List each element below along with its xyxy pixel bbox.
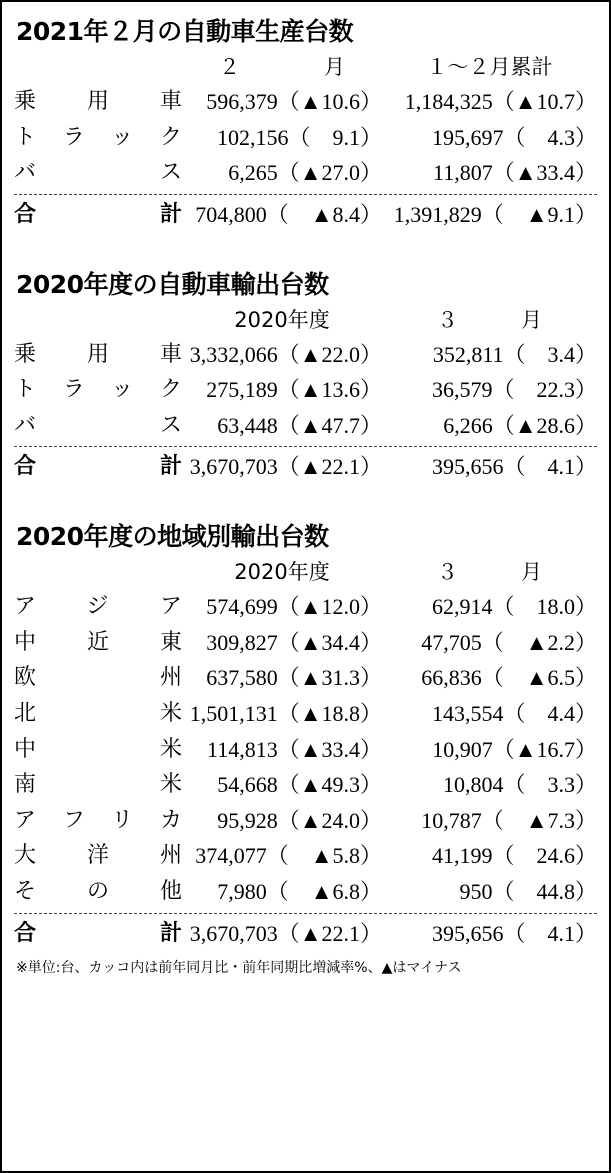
row-value-1: 54,668（▲49.3） (217, 772, 382, 798)
table-row (14, 408, 597, 444)
spacer (14, 239, 597, 265)
production-table (14, 50, 597, 191)
divider (14, 446, 597, 447)
table-row (14, 625, 597, 661)
total-value-1: 3,670,703（▲22.1） (189, 920, 382, 946)
row-value-1: 7,980（ ▲6.8） (217, 879, 382, 905)
row-value-1: 574,699（▲12.0） (206, 594, 382, 620)
row-value-1: 374,077（ ▲5.8） (195, 843, 382, 869)
table-row (14, 155, 597, 191)
row-label: 中近東 (14, 629, 182, 655)
divider (14, 913, 597, 914)
table-row (14, 120, 597, 156)
total-label: 合計 (14, 454, 182, 480)
row-value-1: 102,156（ 9.1） (216, 124, 382, 150)
row-value-1: 309,827（▲34.4） (206, 629, 382, 655)
section-title: 2020年度の地域別輸出台数 (16, 522, 329, 552)
row-value-2: 10,907（▲16.7） (432, 736, 597, 762)
row-value-2: 10,787（ ▲7.3） (421, 807, 597, 833)
table-total-row (14, 916, 597, 952)
production-total-table (14, 197, 597, 233)
row-value-1: 596,379（▲10.6） (206, 89, 382, 115)
section-exports-by-region (14, 517, 597, 951)
section-production (14, 12, 597, 233)
row-label: アジア (14, 594, 182, 620)
row-value-2: 41,199（ 24.6） (431, 843, 597, 869)
row-value-2: 10,804（ 3.3） (442, 772, 597, 798)
row-label: 大洋州 (14, 843, 182, 869)
row-value-1: 63,448（▲47.7） (217, 412, 382, 438)
row-value-2: 11,807（▲33.4） (433, 160, 597, 186)
row-label: 中米 (14, 736, 182, 762)
table-row (14, 803, 597, 839)
exports-total-table (14, 449, 597, 485)
row-value-1: 1,501,131（▲18.8） (189, 700, 382, 726)
header-col1: ２ 月 (219, 55, 345, 79)
row-value-2: 143,554（ 4.4） (431, 700, 597, 726)
section-title: 2021年２月の自動車生産台数 (16, 17, 354, 46)
row-label: トラック (14, 124, 182, 150)
row-value-2: 950（ 44.8） (459, 879, 597, 905)
row-label: バス (14, 160, 182, 186)
section-exports (14, 265, 597, 486)
total-value-2: 395,656（ 4.1） (431, 454, 597, 480)
row-value-1: 275,189（▲13.6） (206, 377, 382, 403)
row-label: 南米 (14, 772, 182, 798)
row-label: 北米 (14, 700, 182, 726)
header-col2: ３ 月 (437, 560, 542, 585)
row-value-1: 637,580（▲31.3） (206, 665, 382, 691)
row-value-2: 47,705（ ▲2.2） (421, 629, 597, 655)
total-label: 合計 (14, 201, 182, 227)
table-header-row (14, 555, 597, 589)
row-label: アフリカ (14, 807, 182, 833)
row-value-1: 95,928（▲24.0） (217, 807, 382, 833)
header-blank (14, 555, 182, 589)
header-col1: 2020年度 (234, 307, 330, 332)
table-header-row (14, 303, 597, 337)
section-title: 2020年度の自動車輸出台数 (16, 269, 329, 299)
table-row (14, 838, 597, 874)
table-total-row (14, 197, 597, 233)
row-label: 欧州 (14, 665, 182, 691)
row-label: 乗用車 (14, 89, 182, 115)
row-value-2: 195,697（ 4.3） (431, 124, 597, 150)
row-value-2: 1,184,325（▲10.7） (404, 89, 597, 115)
row-label: トラック (14, 377, 182, 403)
spacer (14, 491, 597, 517)
table-row (14, 372, 597, 408)
row-value-2: 66,836（ ▲6.5） (421, 665, 597, 691)
row-value-2: 352,811（ 3.4） (432, 341, 597, 367)
header-col2: ３ 月 (437, 307, 542, 332)
row-value-1: 3,332,066（▲22.0） (189, 341, 382, 367)
row-value-1: 6,265（▲27.0） (228, 160, 382, 186)
footnote: ※単位:台、カッコ内は前年同月比・前年同期比増減率%、▲はマイナス (16, 960, 462, 977)
table-row (14, 874, 597, 910)
table-row (14, 589, 597, 625)
row-label: バス (14, 412, 182, 438)
region-table (14, 555, 597, 910)
total-label: 合計 (14, 920, 182, 946)
row-label: 乗用車 (14, 341, 182, 367)
table-row (14, 696, 597, 732)
table-row (14, 767, 597, 803)
row-label: その他 (14, 879, 182, 905)
table-total-row (14, 449, 597, 485)
table-row (14, 337, 597, 373)
total-value-2: 395,656（ 4.1） (431, 920, 597, 946)
table-header-row (14, 50, 597, 84)
region-total-table (14, 916, 597, 952)
table-row (14, 732, 597, 768)
divider (14, 194, 597, 195)
header-col2: １〜２月累計 (426, 55, 553, 79)
row-value-2: 6,266（▲28.6） (443, 412, 597, 438)
row-value-2: 62,914（ 18.0） (431, 594, 597, 620)
header-blank (14, 50, 182, 84)
row-value-2: 36,579（ 22.3） (431, 377, 597, 403)
table-row (14, 660, 597, 696)
header-col1: 2020年度 (234, 560, 330, 585)
exports-table (14, 303, 597, 444)
content-wrapper (2, 2, 609, 977)
header-blank (14, 303, 182, 337)
table-row (14, 84, 597, 120)
total-value-1: 3,670,703（▲22.1） (189, 454, 382, 480)
total-value-2: 1,391,829（ ▲9.1） (393, 201, 597, 227)
row-value-1: 114,813（▲33.4） (207, 736, 382, 762)
total-value-1: 704,800（ ▲8.4） (195, 201, 382, 227)
